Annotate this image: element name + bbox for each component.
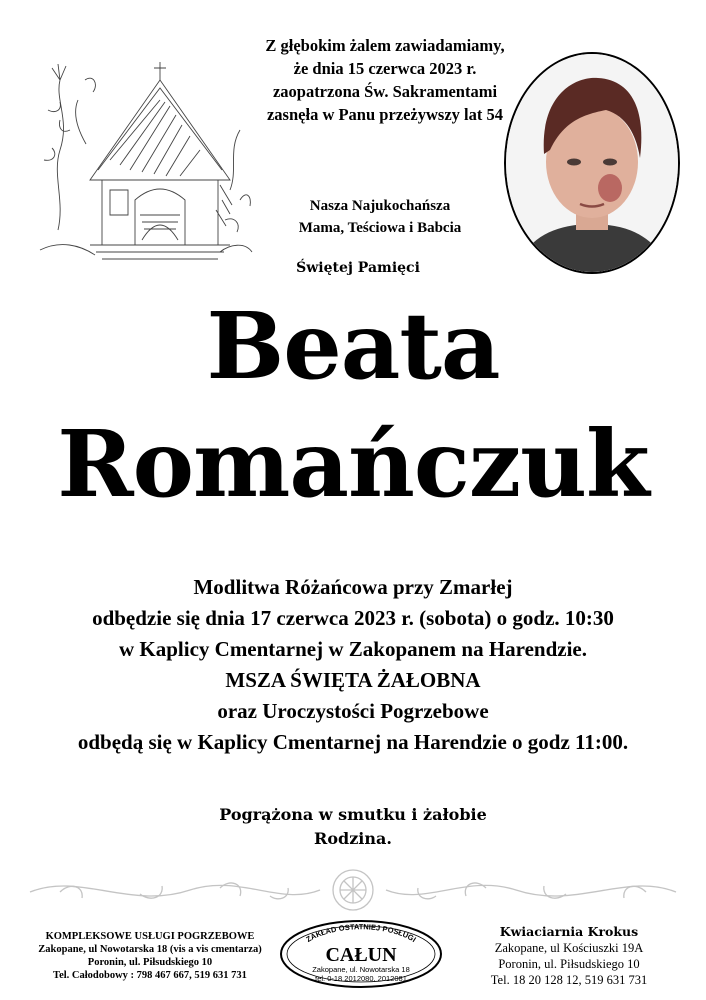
deceased-last-name: Romańczuk — [57, 410, 649, 518]
closing-line: Pogrążona w smutku i żałobie — [219, 805, 487, 824]
family-role-text — [260, 195, 500, 239]
announcement-text — [240, 34, 530, 126]
ceremony-line: w Kaplicy Cmentarnej w Zakopanem na Harendzie. — [118, 637, 588, 661]
ceremony-details — [0, 572, 706, 758]
funeral-services-line: Zakopane, ul Nowotarska 18 (vis a vis cmentarza) — [38, 944, 262, 955]
floral-ornament — [20, 862, 686, 917]
chapel-sketch-illustration — [30, 40, 255, 275]
florist-line: Poronin, ul. Piłsudskiego 10 — [498, 957, 640, 971]
announcement-line: zasnęła w Panu przeżywszy lat 54 — [266, 105, 503, 124]
deceased-first-name: Beata — [206, 292, 500, 400]
closing-text — [0, 803, 706, 851]
family-role-line: Mama, Teściowa i Babcia — [298, 220, 462, 236]
calun-logo — [276, 914, 446, 990]
ceremony-line: oraz Uroczystości Pogrzebowe — [217, 699, 489, 723]
florist-contact — [446, 924, 692, 988]
florist-line: Tel. 18 20 128 12, 519 631 731 — [490, 973, 648, 987]
announcement-line: zaopatrzona Św. Sakramentami — [272, 82, 498, 101]
announcement-line: Z głębokim żalem zawiadamiamy, — [265, 36, 505, 55]
logo-brand: CAŁUN — [325, 944, 397, 966]
portrait-silhouette-icon — [506, 54, 678, 272]
ceremony-line: MSZA ŚWIĘTA ŻAŁOBNA — [225, 668, 481, 692]
florist-line: Zakopane, ul Kościuszki 19A — [494, 941, 644, 955]
funeral-services-line: Poronin, ul. Piłsudskiego 10 — [87, 957, 213, 968]
memory-label: Świętej Pamięci — [296, 260, 420, 276]
announcement-line: że dnia 15 czerwca 2023 r. — [293, 59, 477, 78]
family-role-line: Nasza Najukochańsza — [309, 198, 451, 214]
logo-arc-text: ZAKŁAD OSTATNIEJ POSŁUGI — [304, 922, 418, 945]
funeral-services-contact — [20, 930, 280, 982]
closing-line: Rodzina. — [314, 829, 392, 848]
portrait-photo — [504, 52, 680, 274]
funeral-services-line: Tel. Całodobowy : 798 467 667, 519 631 731 — [53, 970, 247, 981]
ceremony-line: Modlitwa Różańcowa przy Zmarłej — [193, 575, 513, 599]
funeral-services-title: KOMPLEKSOWE USŁUGI POGRZEBOWE — [45, 931, 255, 942]
ceremony-line: odbędzie się dnia 17 czerwca 2023 r. (sobota) o godz. 10:30 — [92, 606, 614, 630]
florist-title: Kwiaciarnia Krokus — [499, 924, 639, 939]
logo-address: Zakopane, ul. Nowotarska 18 — [312, 965, 410, 974]
ceremony-line: odbędą się w Kaplicy Cmentarnej na Harendzie o godz 11:00. — [77, 730, 629, 754]
logo-phone: tel. 0-18 2012080, 2012081 — [315, 974, 407, 983]
